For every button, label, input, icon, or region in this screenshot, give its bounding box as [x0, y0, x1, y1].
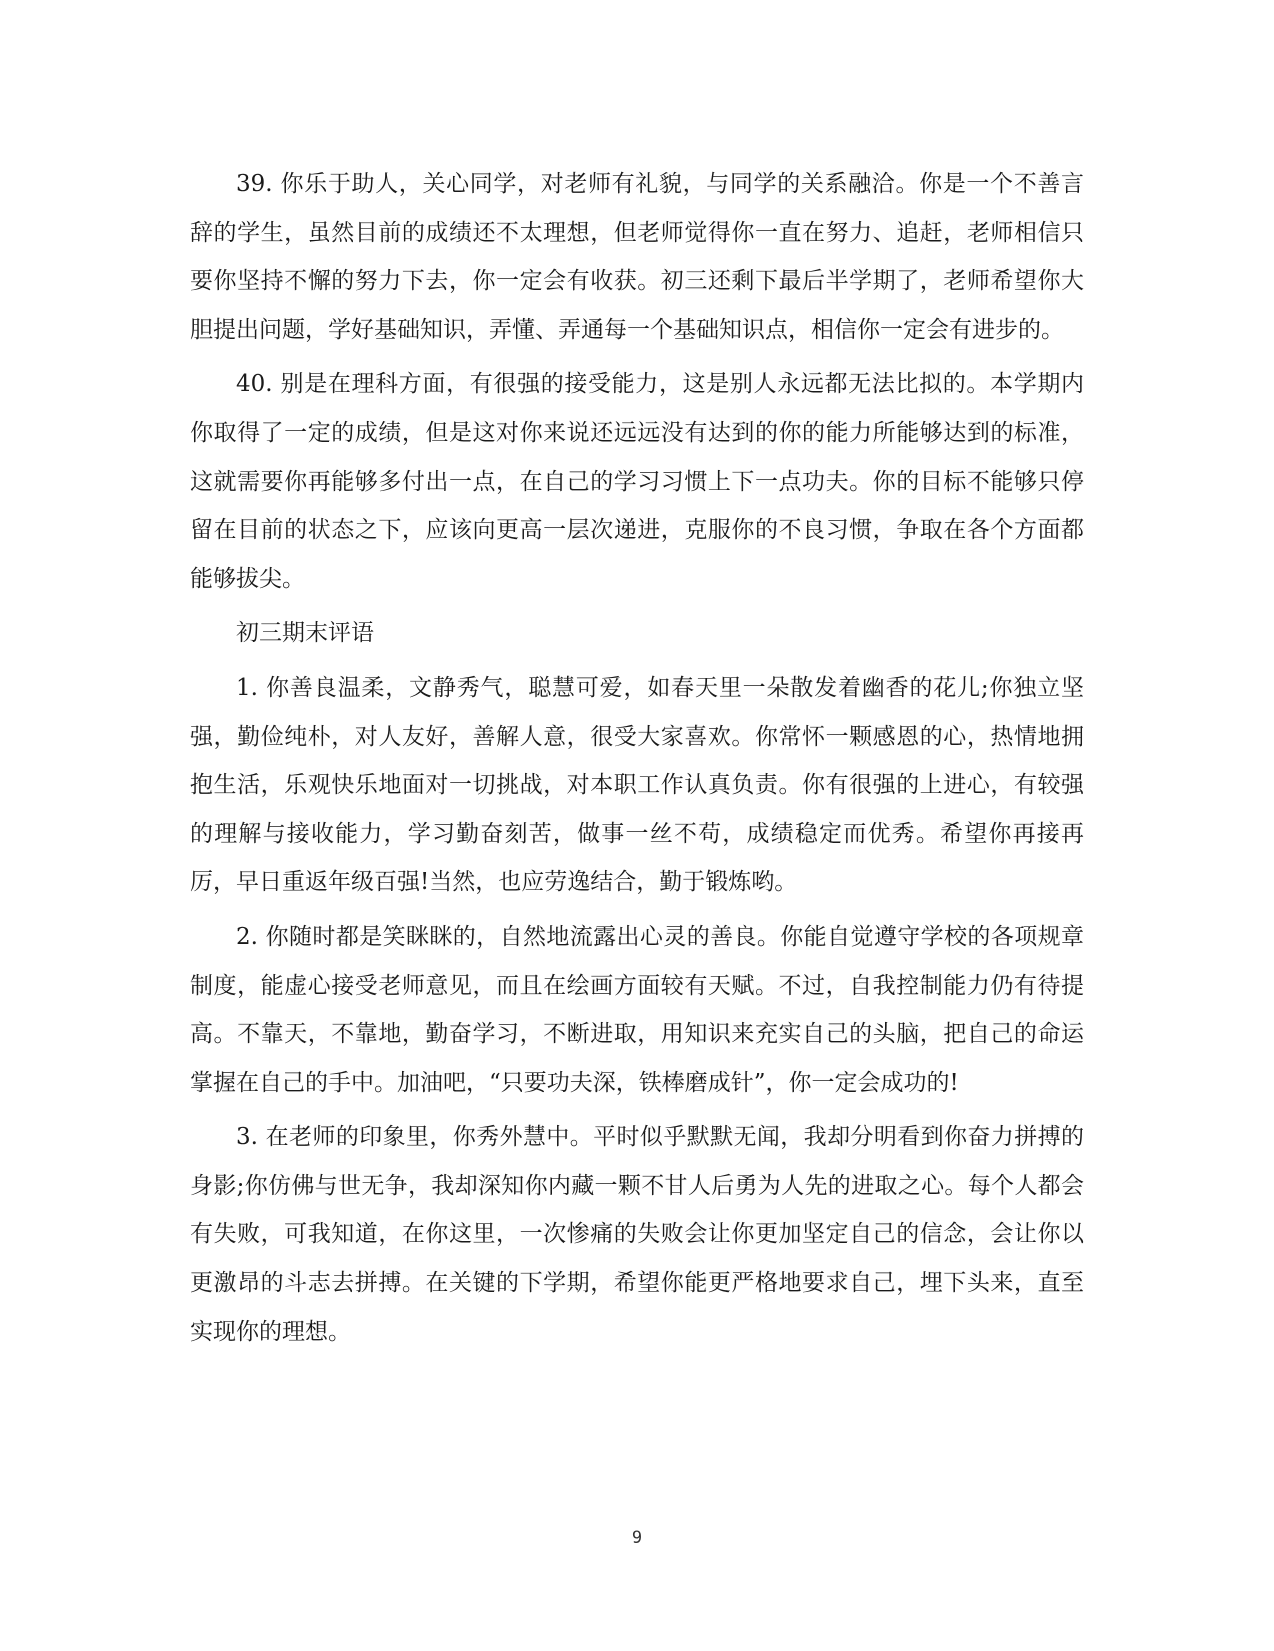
section-heading: 初三期末评语	[236, 620, 374, 647]
page-number: 9	[631, 1528, 643, 1548]
comment-paragraph-1: 1. 你善良温柔，文静秀气，聪慧可爱，如春天里一朵散发着幽香的花儿;你独立坚强，勤俭纯朴，对人友好，善解人意，很受大家喜欢。你常怀一颗感恩的心，热情地拥抱生活，乐观快乐地面对一切挑战，对本职工作认真负责。你有很强的上进心，有较强的理解与接收能力，学习勤奋刻苦，做事一丝不苟，成绩稳定而优秀。希望你再接再厉，早日重返年级百强!当然，也应劳逸结合，勤于锻炼哟。	[190, 674, 1084, 896]
comment-paragraph-3: 3. 在老师的印象里，你秀外慧中。平时似乎默默无闻，我却分明看到你奋力拼搏的身影;你仿佛与世无争，我却深知你内藏一颗不甘人后勇为人先的进取之心。每个人都会有失败，可我知道，在你这里，一次惨痛的失败会让你更加坚定自己的信念，会让你以更激昂的斗志去拼搏。在关键的下学期，希望你能更严格地要求自己，埋下头来，直至实现你的理想。	[190, 1124, 1084, 1345]
document-body	[190, 160, 1084, 1362]
comment-paragraph-39: 39. 你乐于助人，关心同学，对老师有礼貌，与同学的关系融洽。你是一个不善言辞的学生，虽然目前的成绩还不太理想，但老师觉得你一直在努力、追赶，老师相信只要你坚持不懈的努力下去，你一定会有收获。初三还剩下最后半学期了，老师希望你大胆提出问题，学好基础知识，弄懂、弄通每一个基础知识点，相信你一定会有进步的。	[190, 171, 1084, 343]
comment-paragraph-40: 40. 别是在理科方面，有很强的接受能力，这是别人永远都无法比拟的。本学期内你取得了一定的成绩，但是这对你来说还远远没有达到的你的能力所能够达到的标准，这就需要你再能够多付出一点，在自己的学习习惯上下一点功夫。你的目标不能够只停留在目前的状态之下，应该向更高一层次递进，克服你的不良习惯，争取在各个方面都能够拔尖。	[190, 371, 1084, 592]
comment-paragraph-2: 2. 你随时都是笑眯眯的，自然地流露出心灵的善良。你能自觉遵守学校的各项规章制度，能虚心接受老师意见，而且在绘画方面较有天赋。不过，自我控制能力仍有待提高。不靠天，不靠地，勤奋学习，不断进取，用知识来充实自己的头脑，把自己的命运掌握在自己的手中。加油吧，“只要功夫深，铁棒磨成针”，你一定会成功的!	[190, 923, 1084, 1096]
